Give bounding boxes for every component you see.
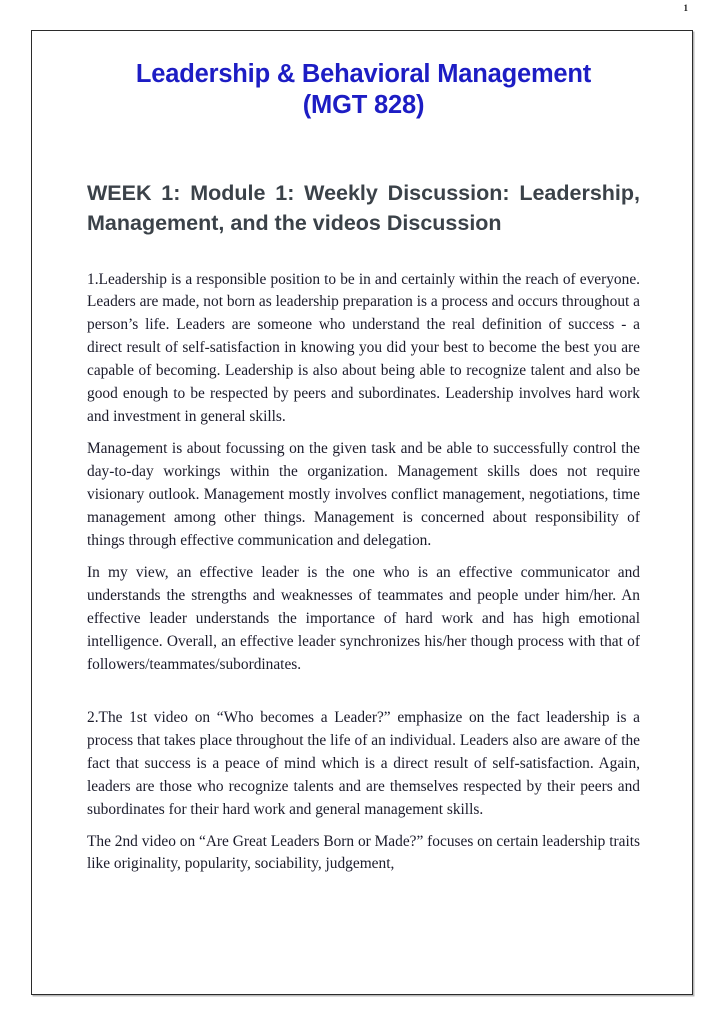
paragraph-second-video: The 2nd video on “Are Great Leaders Born or Made?” focuses on certain leadership traits like originality, popularity, sociability, judgement, bbox=[87, 832, 640, 873]
document-title bbox=[87, 31, 640, 121]
page-number: 1 bbox=[683, 3, 688, 13]
paragraph-first-video: 2.The 1st video on “Who becomes a Leader?” emphasize on the fact leadership is a process that takes place throughout the life of an individual. Leaders also are aware of the fact that success is a peace of mind which is a direct result of self-satisfaction. Again, leaders are those who recognize talents and are themselves respected by their peers and subordinates for their hard work and general management skills. bbox=[87, 708, 640, 818]
document-title-line-2: (MGT 828) bbox=[302, 91, 425, 120]
paragraph-leadership: 1.Leadership is a responsible position to be in and certainly within the reach of everyone. Leaders are made, not born as leadership preparation is a process and occurs throughout a person’s life. Leaders are someone who understand the real definition of success - a direct result of self-satisfaction in knowing you did your best to become the best you are capable of becoming. Leadership is also about being able to recognize talent and also be good enough to be respected by peers and subordinates. Leadership involves hard work and investment in general skills. bbox=[87, 270, 640, 426]
section-heading: WEEK 1: Module 1: Weekly Discussion: Leadership, Management, and the videos Discussion bbox=[87, 181, 640, 235]
paragraph-effective-leader: In my view, an effective leader is the one who is an effective communicator and understands the strengths and weaknesses of teammates and people under him/her. An effective leader understands the importance of hard work and has high emotional intelligence. Overall, an effective leader synchronizes his/her though process with that of followers/teammates/subordinates. bbox=[87, 563, 640, 673]
document-title-line-1: Leadership & Behavioral Management bbox=[135, 60, 592, 88]
body-copy bbox=[87, 239, 640, 877]
document-page bbox=[31, 30, 693, 995]
paragraph-management: Management is about focussing on the given task and be able to successfully control the day-to-day workings within the organization. Management skills does not require visionary outlook. Management mostly involves conflict management, negotiations, time management among other things. Management is concerned about responsibility of things through effective communication and delegation. bbox=[87, 440, 640, 550]
page-content bbox=[87, 31, 640, 994]
